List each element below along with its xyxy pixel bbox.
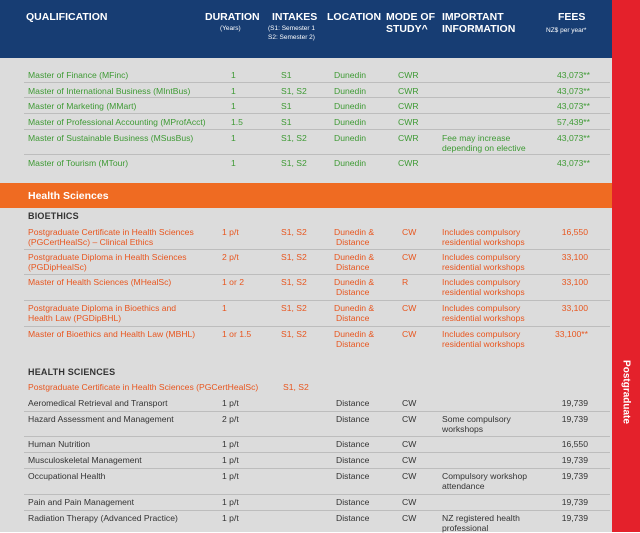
program-fee: 16,550 <box>561 439 588 449</box>
header-intakes-sub2: S2: Semester 2) <box>268 34 315 41</box>
row-divider <box>24 154 610 155</box>
program-location: Dunedin <box>334 70 367 80</box>
program-name: Radiation Therapy (Advanced Practice) <box>28 513 178 523</box>
row-divider <box>24 411 610 412</box>
program-fee: 43,073** <box>557 158 590 168</box>
program-fee: 43,073** <box>557 70 590 80</box>
program-mode: CW <box>402 455 417 465</box>
program-mode: CW <box>402 398 417 408</box>
program-name: Master of Finance (MFinc) <box>28 70 129 80</box>
program-mode: CW <box>402 252 417 262</box>
band-title: Health Sciences <box>28 190 109 202</box>
program-mode: CW <box>402 414 417 424</box>
program-mode: R <box>402 277 409 287</box>
row-divider <box>24 468 610 469</box>
program-name: Occupational Health <box>28 471 106 481</box>
row-divider <box>24 452 610 453</box>
program-intakes: S1, S2 <box>281 303 307 313</box>
program-location: Distance <box>336 513 370 523</box>
program-location-2: Distance <box>336 313 370 323</box>
healthsci-title: HEALTH SCIENCES <box>28 367 116 377</box>
program-location: Dunedin <box>334 86 367 96</box>
program-location-2: Distance <box>336 237 370 247</box>
program-mode: CW <box>402 227 417 237</box>
program-fee: 19,739 <box>561 455 588 465</box>
program-mode: CW <box>402 303 417 313</box>
program-name: Master of Sustainable Business (MSusBus) <box>28 133 194 143</box>
program-name-2: (PGDipHealSc) <box>28 262 87 272</box>
program-fee: 19,739 <box>561 513 588 523</box>
program-fee: 43,073** <box>557 101 590 111</box>
program-fee: 33,100 <box>561 303 588 313</box>
row-divider <box>24 113 610 114</box>
program-duration: 1 <box>231 70 236 80</box>
program-duration: 1 p/t <box>222 497 239 507</box>
program-intakes: S1, S2 <box>281 277 307 287</box>
health-sciences-band <box>0 183 612 208</box>
program-name: Postgraduate Diploma in Health Sciences <box>28 252 187 262</box>
program-intakes: S1 <box>281 101 292 111</box>
program-duration: 2 p/t <box>222 252 239 262</box>
program-duration: 1 p/t <box>222 513 239 523</box>
program-duration: 1 p/t <box>222 398 239 408</box>
row-divider <box>24 82 610 83</box>
header-intakes: INTAKES <box>272 11 318 23</box>
program-mode: CWR <box>398 70 419 80</box>
program-name: Postgraduate Certificate in Health Sciences <box>28 227 194 237</box>
program-fee: 57,439** <box>557 117 590 127</box>
program-location: Dunedin & <box>334 303 375 313</box>
program-name: Master of Marketing (MMart) <box>28 101 137 111</box>
program-name: Master of International Business (MIntBus) <box>28 86 191 96</box>
program-location: Dunedin <box>334 133 367 143</box>
program-name: Postgraduate Diploma in Bioethics and <box>28 303 177 313</box>
row-divider <box>24 300 610 301</box>
program-mode: CWR <box>398 158 419 168</box>
program-intakes: S1 <box>281 70 292 80</box>
program-info: Includes compulsory <box>442 329 521 339</box>
header-mode-2: STUDY^ <box>386 23 428 35</box>
program-duration: 1 p/t <box>222 227 239 237</box>
program-mode: CWR <box>398 117 419 127</box>
program-location: Distance <box>336 497 370 507</box>
program-name: Master of Tourism (MTour) <box>28 158 129 168</box>
program-info: Includes compulsory <box>442 303 521 313</box>
program-duration: 1 or 1.5 <box>222 329 252 339</box>
program-info-2: residential workshops <box>442 287 525 297</box>
side-tab-label: Postgraduate <box>620 360 632 424</box>
header-duration-sub: (Years) <box>220 25 241 32</box>
header-info-1: IMPORTANT <box>442 11 504 23</box>
program-duration: 1.5 <box>231 117 243 127</box>
program-location: Dunedin & <box>334 252 375 262</box>
program-location: Dunedin & <box>334 329 375 339</box>
program-name-2: Health Law (PGDipBHL) <box>28 313 122 323</box>
program-location: Distance <box>336 414 370 424</box>
program-location-2: Distance <box>336 262 370 272</box>
program-location-2: Distance <box>336 287 370 297</box>
program-info-2: residential workshops <box>442 262 525 272</box>
program-fee: 19,739 <box>561 398 588 408</box>
program-duration: 2 p/t <box>222 414 239 424</box>
program-location: Dunedin & <box>334 277 375 287</box>
program-mode: CWR <box>398 101 419 111</box>
program-location: Dunedin <box>334 158 367 168</box>
header-fees-sub: NZ$ per year* <box>546 27 587 34</box>
row-divider <box>24 249 610 250</box>
header-intakes-sub1: (S1: Semester 1 <box>268 25 315 32</box>
program-location: Distance <box>336 439 370 449</box>
program-info: Compulsory workshop <box>442 471 528 481</box>
program-intakes: S1, S2 <box>281 133 307 143</box>
program-intakes: S1, S2 <box>281 252 307 262</box>
program-duration: 1 <box>231 158 236 168</box>
program-fee: 33,100 <box>561 252 588 262</box>
program-info-2: residential workshops <box>442 339 525 349</box>
side-tab <box>612 0 640 532</box>
header-qualification: QUALIFICATION <box>26 11 108 23</box>
program-fee: 19,739 <box>561 497 588 507</box>
program-mode: CW <box>402 471 417 481</box>
program-mode: CWR <box>398 86 419 96</box>
program-location: Distance <box>336 398 370 408</box>
program-fee: 43,073** <box>557 86 590 96</box>
row-divider <box>24 97 610 98</box>
row-divider <box>24 326 610 327</box>
bioethics-title: BIOETHICS <box>28 211 79 221</box>
program-name-2: (PGCertHealSc) – Clinical Ethics <box>28 237 154 247</box>
program-fee: 19,739 <box>561 471 588 481</box>
program-info: Includes compulsory <box>442 277 521 287</box>
program-location: Dunedin <box>334 117 367 127</box>
program-duration: 1 <box>222 303 227 313</box>
program-duration: 1 p/t <box>222 439 239 449</box>
header-location: LOCATION <box>327 11 382 23</box>
program-fee: 19,739 <box>561 414 588 424</box>
program-intakes: S1, S2 <box>281 329 307 339</box>
healthsci-cert-name: Postgraduate Certificate in Health Sciences (PGCertHealSc) <box>28 382 259 392</box>
program-intakes: S1 <box>281 117 292 127</box>
program-duration: 1 p/t <box>222 471 239 481</box>
header-mode-1: MODE OF <box>386 11 435 23</box>
program-name: Master of Professional Accounting (MProfAcct) <box>28 117 206 127</box>
program-name: Aeromedical Retrieval and Transport <box>28 398 168 408</box>
program-location: Distance <box>336 455 370 465</box>
program-mode: CW <box>402 513 417 523</box>
program-name: Pain and Pain Management <box>28 497 135 507</box>
row-divider <box>24 510 610 511</box>
program-info-2: professional <box>442 523 489 533</box>
program-info: Includes compulsory <box>442 227 521 237</box>
program-name: Master of Bioethics and Health Law (MBHL) <box>28 329 196 339</box>
healthsci-cert-intakes: S1, S2 <box>283 382 309 392</box>
header-duration: DURATION <box>205 11 260 23</box>
program-duration: 1 <box>231 101 236 111</box>
program-intakes: S1, S2 <box>281 158 307 168</box>
program-mode: CW <box>402 497 417 507</box>
program-info: Includes compulsory <box>442 252 521 262</box>
program-intakes: S1, S2 <box>281 227 307 237</box>
header-fees: FEES <box>558 11 586 23</box>
program-info: Some compulsory <box>442 414 511 424</box>
header-info-2: INFORMATION <box>442 23 516 35</box>
program-name: Musculoskeletal Management <box>28 455 142 465</box>
program-fee: 16,550 <box>561 227 588 237</box>
program-info: Fee may increase <box>442 133 511 143</box>
program-name: Human Nutrition <box>28 439 91 449</box>
program-info-2: residential workshops <box>442 237 525 247</box>
program-info-2: depending on elective <box>442 143 526 153</box>
row-divider <box>24 494 610 495</box>
program-mode: CWR <box>398 133 419 143</box>
program-fee: 33,100** <box>555 329 588 339</box>
program-duration: 1 <box>231 86 236 96</box>
program-duration: 1 p/t <box>222 455 239 465</box>
program-mode: CW <box>402 439 417 449</box>
program-mode: CW <box>402 329 417 339</box>
program-location: Dunedin & <box>334 227 375 237</box>
row-divider <box>24 129 610 130</box>
program-name: Master of Health Sciences (MHealSc) <box>28 277 172 287</box>
program-name: Hazard Assessment and Management <box>28 414 174 424</box>
program-info-2: residential workshops <box>442 313 525 323</box>
program-duration: 1 <box>231 133 236 143</box>
row-divider <box>24 436 610 437</box>
program-duration: 1 or 2 <box>222 277 244 287</box>
program-fee: 43,073** <box>557 133 590 143</box>
program-info-2: attendance <box>442 481 485 491</box>
table-header <box>0 0 612 58</box>
program-fee: 33,100 <box>561 277 588 287</box>
row-divider <box>24 274 610 275</box>
program-intakes: S1, S2 <box>281 86 307 96</box>
program-info: NZ registered health <box>442 513 520 523</box>
program-location-2: Distance <box>336 339 370 349</box>
program-location: Distance <box>336 471 370 481</box>
program-location: Dunedin <box>334 101 367 111</box>
program-info-2: workshops <box>442 424 484 434</box>
